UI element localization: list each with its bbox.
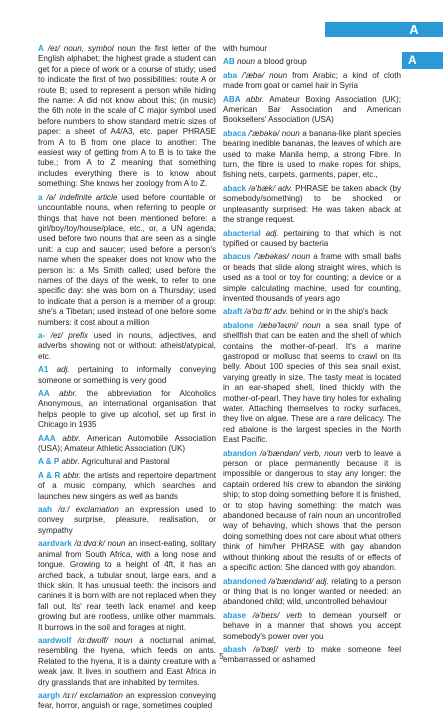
dictionary-entry (223, 252, 401, 304)
dictionary-entry (223, 577, 401, 608)
dictionary-entry (38, 457, 216, 467)
entry-headword: abaca (223, 128, 246, 138)
dictionary-entry (223, 57, 401, 67)
entry-definition: a blood group (254, 57, 307, 67)
dictionary-entry (38, 505, 216, 536)
entry-headword: aah (38, 505, 52, 515)
entry-pronunciation-and-class: /ɑːdvɑːk/ noun (71, 539, 126, 549)
entry-pronunciation-and-class: /ə/ indefinite article (42, 192, 118, 202)
entry-headword: A1 (38, 365, 49, 375)
entry-headword: aardwolf (38, 635, 72, 645)
entry-pronunciation-and-class: /ɑːdwʊlf/ noun (71, 635, 133, 645)
entry-pronunciation-and-class: abbr. (60, 470, 82, 480)
dictionary-entry (223, 611, 401, 642)
entry-definition: with humour (223, 44, 268, 53)
entry-pronunciation-and-class: /ə'bændənd/ adj. (266, 576, 329, 586)
header-letter-tab: A (385, 22, 443, 37)
entry-headword: a- (38, 330, 46, 340)
entry-pronunciation-and-class: /eɪ/ prefix (45, 330, 89, 340)
entry-headword: aback (223, 183, 246, 193)
entry-pronunciation-and-class: /'æbəkəs/ noun (250, 252, 311, 262)
dictionary-entry (223, 321, 401, 446)
right-column (223, 44, 401, 669)
entry-headword: aargh (38, 690, 61, 700)
dictionary-entry (223, 449, 401, 574)
entry-headword: ABA (223, 94, 241, 104)
entry-pronunciation-and-class: abbr. (55, 433, 81, 443)
entry-definition: a frame with small balls or beads that slide along straight wires, which is used as a tool or toy for counting; a device or a simple calculating machine, used for counting, invented thousands of years ago (223, 252, 401, 303)
entry-headword: abalone (223, 320, 254, 330)
entry-headword: abacterial (223, 228, 261, 238)
dictionary-entry (223, 95, 401, 126)
entry-headword: aardvark (38, 539, 72, 549)
entry-definition: pertaining to informally conveying someone or something is very good (38, 365, 216, 385)
dictionary-entry (223, 129, 401, 181)
entry-pronunciation-and-class: /ə'beɪs/ verb (245, 610, 302, 620)
entry-pronunciation-and-class: /eɪ/ noun, symbol (43, 44, 114, 53)
dictionary-entry (38, 471, 216, 502)
entry-definition: an expression conveying fear, horror, anguish or rage, sometimes coupled (38, 690, 216, 711)
dictionary-entry (223, 71, 401, 92)
entry-definition: an expression used to convey surprise, pleasure, realisation, or sympathy (38, 505, 216, 535)
entry-definition: to make someone feel embarrassed or ashamed (223, 644, 401, 665)
entry-headword: abandoned (223, 576, 267, 586)
dictionary-entry (223, 184, 401, 226)
dictionary-entry (38, 539, 216, 633)
entry-definition: the abbreviation for Alcoholics Anonymous, an international organisation that helps people to give up alcohol, set up first in Chicago in 1935 (38, 389, 216, 430)
entry-pronunciation-and-class: /ə'bæʃ/ verb (246, 644, 301, 654)
entry-pronunciation-and-class: /æbə'ləʊni/ noun (253, 320, 321, 330)
entry-pronunciation-and-class: /'æbəkə/ noun (245, 128, 300, 138)
entry-pronunciation-and-class: abbr. (49, 389, 78, 398)
dictionary-entry (38, 691, 216, 712)
entry-definition: behind or in the ship's back (287, 307, 388, 317)
entry-headword: abase (223, 610, 246, 620)
entry-definition: from Arabic; a kind of cloth made from goat or camel hair in Syria (223, 70, 401, 91)
entry-headword: A & R (38, 470, 61, 480)
entry-definition: Amateur Boxing Association (UK); American Bar Association and American Booksellers' Association (USA) (223, 94, 401, 125)
entry-headword: A (38, 44, 44, 53)
entry-pronunciation-and-class: adj. (260, 228, 279, 238)
entry-headword: AAA (38, 433, 56, 443)
entry-headword: abash (223, 644, 247, 654)
entry-pronunciation-and-class: noun (234, 57, 255, 67)
entry-definition: American Automobile Association (USA); Amateur Athletic Association (UK) (38, 433, 216, 454)
page-header (0, 0, 443, 38)
entry-pronunciation-and-class: /ə'bændən/ verb, noun (256, 448, 343, 458)
entry-definition: to demean yourself or behave in a manner that shows you accept somebody's power over you (223, 610, 401, 641)
dictionary-entry (38, 389, 216, 431)
dictionary-entry (223, 229, 401, 250)
entry-pronunciation-and-class: abbr. (240, 94, 265, 104)
entry-definition: used in nouns, adjectives, and adverbs showing not or without: atheist/atypical, etc. (38, 330, 217, 361)
side-letter-tab: A (402, 52, 443, 69)
entry-pronunciation-and-class: abbr. (59, 457, 80, 467)
entry-pronunciation-and-class: /ɑː/ exclamation (51, 505, 119, 515)
entry-headword: AB (223, 57, 235, 67)
entry-headword: abandon (223, 448, 257, 458)
entry-definition: Agricultural and Pastoral (79, 457, 170, 467)
dictionary-entry (38, 365, 216, 386)
entry-definition: noun the first letter of the English alphabet; the highest grade a student can get for a piece of work or a course of study; used to indicate the first of two possibilities: route A or route B; used to represent a person while hiding the name: A did not know about this; (in music) the 6th note in the scale of C major symbol used before numbers to show standard metric sizes of paper: a sheet of A4/A3, etc. paper PHRASE from A to B from one place to another: The easiest way of getting from A to B is to take the tube.; from A to Z meaning that something includes everything there is to know about something: She knows her zoology from A to Z. (38, 44, 216, 189)
dictionary-entry (38, 331, 216, 362)
entry-definition: an insect-eating, solitary animal from South Africa, with a long nose and tongue. Growing to a height of 4ft, it has an arched back, a tubular snout, large ears, and a thick skin. It has unusual teeth: the incisors and canines it is born with are not replaced when they fall out. Its' rear teeth lack enamel and keep growing but are rootless, unlike other mammals. It burrows in the soil and forages at night. (38, 539, 216, 632)
entry-definition: a sea snail type of shellfish that can be eaten and the shell of which contains the mother-of-pearl. It's a marine gastropod or mollusc that seems to crawl on its belly. About 100 species of this sea snail exist, varying greatly in size. The tasty meat is located in an ear-shaped shell, lined thickly with the mother-of-pearl. They have tiny holes for exhaling water. Attaching themselves to rocky surfaces, they live on algae. These are a rare delicacy. The red abalone is the largest species in the North East Pacific. (223, 320, 402, 445)
entry-definition: a nocturnal animal, resembling the hyena, which feeds on ants. Related to the hyena, it is a dainty creature with a weak jaw. It lives in southern and East Africa in dry grasslands that are inhabited by termites. (38, 635, 217, 687)
dictionary-entry (38, 44, 216, 190)
dictionary-entry (38, 434, 216, 455)
entry-headword: abaft (223, 307, 243, 317)
left-column (38, 44, 216, 715)
entry-pronunciation-and-class: adj. (48, 365, 70, 375)
entry-pronunciation-and-class: /ə'bæk/ adv. (245, 183, 293, 193)
entry-definition: used before countable or uncountable nouns, when referring to people or things that have not been mentioned before: a girl/boy/toy/house/place, etc., or, a UN agenda; used before two nouns that are seen as a single unit: a cup and saucer; used before a person's name when the speaker does not know who the person is: a Ms Smith called; used before the names of the days of the week, to refer to one specific day: she was born on a Thursday; used to indicate that a person is a member of a group: she's a Tibetan; used instead of one before some numbers: it cost about a million (38, 192, 216, 327)
entry-headword: a (38, 192, 43, 202)
dictionary-entry (38, 193, 216, 328)
entry-definition: pertaining to that which is not typified or caused by bacteria (223, 228, 401, 248)
entry-headword: AA (38, 389, 50, 398)
dictionary-entry (223, 44, 401, 54)
entry-definition: the artists and repertoire department of a music company, which searches and launches new singers as well as bands (38, 470, 216, 501)
entry-headword: aba (223, 70, 237, 80)
dictionary-entry (38, 636, 216, 688)
page-number: 5 (219, 652, 224, 661)
entry-definition: verb to leave a person or place permanently because it is impossible or dangerous to stay any longer: the captain ordered his crew to abandon the sinking ship; to stop doing something before it is finished, or to stop having something: the match was abandoned because of rain noun an uncontrolled way of behaving, which shows that the person doing something does not care about what others think of him/her PHRASE with gay abandon without thinking about the results of or effects of a specific action: She danced with goy abandon. (223, 448, 401, 573)
entry-definition: PHRASE be taken aback (by somebody/something) to be shocked or unpleasantly surprised: He was taken aback at the strange request. (223, 183, 401, 225)
entry-headword: abacus (223, 252, 251, 262)
entry-definition: relating to a person or thing that is no longer wanted or needed: an abandoned child; wild, uncontrolled behaviour (223, 576, 401, 607)
entry-pronunciation-and-class: /ɑːr/ exclamation (60, 690, 123, 700)
dictionary-entry (223, 307, 401, 317)
entry-pronunciation-and-class: /ə'bɑːft/ adv. (242, 307, 288, 317)
entry-pronunciation-and-class: /'æbə/ noun (236, 70, 288, 80)
entry-definition: a banana-like plant species bearing inedible bananas, the leaves of which are used to make Manila hemp, a strong Fibre. In turn, the fibre is used to make ropes for ships, fishing nets, carpets, garments, paper, etc., (223, 128, 401, 180)
entry-headword: A & P (38, 457, 60, 467)
